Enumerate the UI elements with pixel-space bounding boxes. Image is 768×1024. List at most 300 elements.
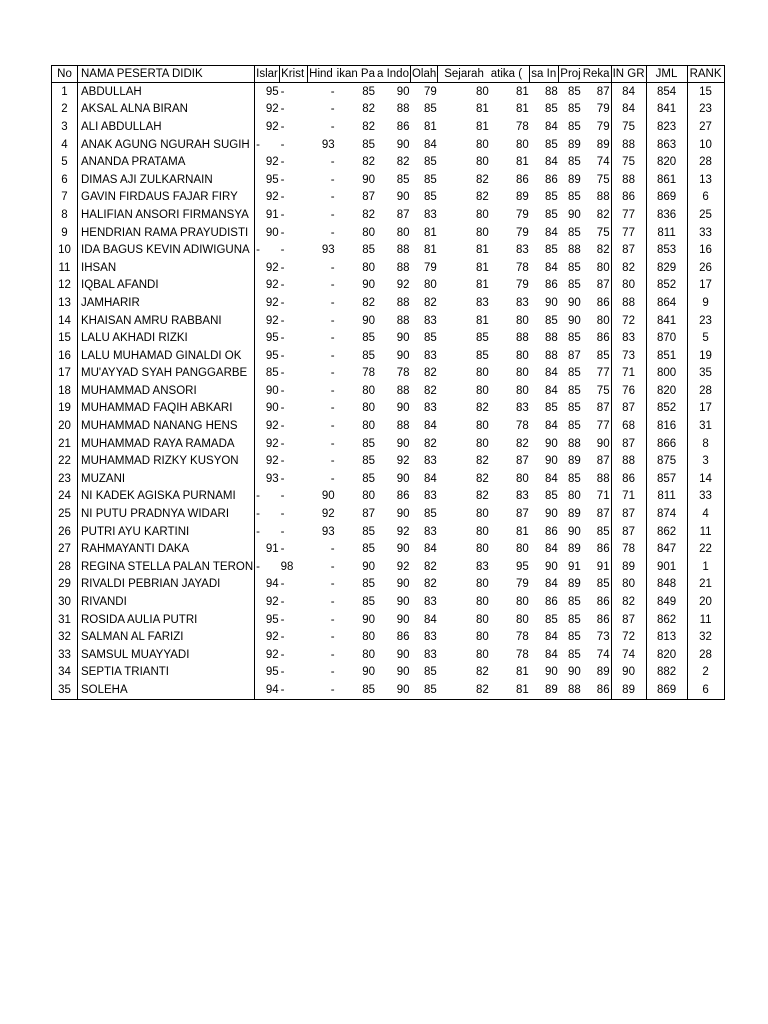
cell-kristen: - bbox=[280, 455, 285, 468]
cell-indonesia: 90 bbox=[396, 648, 410, 661]
cell-in-gr: 88 bbox=[611, 294, 646, 312]
cell-indonesia: 90 bbox=[396, 332, 410, 345]
cell-rekayasa: 88 bbox=[596, 191, 610, 204]
cell-islam: 92 bbox=[265, 631, 279, 644]
cell-matematika: 81 bbox=[515, 103, 529, 116]
cell-inggris: 90 bbox=[544, 666, 558, 679]
cell-in-gr: 83 bbox=[611, 329, 646, 347]
cell-inggris: 89 bbox=[530, 681, 559, 699]
cell-rekayasa: 79 bbox=[596, 103, 610, 116]
cell-no: 27 bbox=[52, 540, 78, 558]
cell-olahraga: 85 bbox=[423, 173, 437, 186]
cell-projek: 90 bbox=[567, 208, 581, 221]
cell-kristen: - bbox=[280, 525, 285, 538]
cell-in-gr: 87 bbox=[611, 400, 646, 418]
cell-in-gr: 74 bbox=[611, 646, 646, 664]
cell-matematika: 80 bbox=[515, 349, 529, 362]
cell-hindu: 93 bbox=[321, 244, 335, 257]
cell-indonesia: 90 bbox=[396, 543, 410, 556]
cell-sejarah: 80 bbox=[475, 508, 489, 521]
cell-matematika: 88 bbox=[515, 332, 529, 345]
cell-no: 9 bbox=[52, 224, 78, 242]
cell-jml: 816 bbox=[646, 417, 687, 435]
cell-jml: 869 bbox=[646, 681, 687, 699]
cell-matematika: 83 bbox=[515, 296, 529, 309]
cell-hindu: - bbox=[330, 420, 335, 433]
cell-inggris: 85 bbox=[544, 191, 558, 204]
cell-islam: 92 bbox=[265, 648, 279, 661]
cell-rekayasa: 87 bbox=[596, 85, 610, 98]
cell-projek: 85 bbox=[567, 402, 581, 415]
cell-rank: 20 bbox=[687, 593, 724, 611]
cell-matematika: 78 bbox=[515, 631, 529, 644]
cell-rank: 32 bbox=[687, 628, 724, 646]
cell-hindu: - bbox=[330, 666, 335, 679]
cell-pendidikan: 85 bbox=[362, 455, 375, 468]
cell-olahraga: 83 bbox=[423, 402, 437, 415]
cell-indonesia: 85 bbox=[396, 173, 410, 186]
cell-rank: 33 bbox=[687, 224, 724, 242]
cell-rekayasa: 74 bbox=[596, 648, 610, 661]
cell-kristen: - bbox=[280, 508, 285, 521]
cell-sejarah: 82 bbox=[438, 681, 490, 699]
cell-sejarah: 80 bbox=[475, 226, 489, 239]
cell-matematika: 80 bbox=[515, 543, 529, 556]
cell-sejarah: 80 bbox=[475, 648, 489, 661]
cell-olahraga: 83 bbox=[423, 208, 437, 221]
table-row bbox=[52, 171, 725, 189]
cell-hindu: - bbox=[308, 681, 336, 699]
cell-olahraga: 82 bbox=[423, 437, 437, 450]
cell-rekayasa: 71 bbox=[596, 490, 610, 503]
cell-islam: 92 bbox=[265, 437, 279, 450]
cell-sejarah: 81 bbox=[475, 120, 489, 133]
cell-inggris: 90 bbox=[544, 560, 558, 573]
cell-olahraga: 79 bbox=[423, 85, 437, 98]
cell-sejarah: 80 bbox=[475, 613, 489, 626]
cell-kristen: - bbox=[280, 261, 285, 274]
cell-in-gr: 87 bbox=[611, 435, 646, 453]
cell-olahraga: 85 bbox=[423, 103, 437, 116]
cell-inggris: 84 bbox=[544, 120, 558, 133]
cell-matematika: 80 bbox=[515, 472, 529, 485]
cell-olahraga: 85 bbox=[423, 156, 437, 169]
cell-name: KHAISAN AMRU RABBANI bbox=[78, 312, 255, 330]
cell-olahraga: 82 bbox=[423, 384, 437, 397]
cell-hindu: - bbox=[330, 279, 335, 292]
cell-no: 2 bbox=[52, 101, 78, 119]
cell-in-gr: 77 bbox=[611, 206, 646, 224]
cell-rekayasa: 87 bbox=[596, 508, 610, 521]
cell-rank: 31 bbox=[687, 417, 724, 435]
cell-pendidikan: 80 bbox=[362, 261, 375, 274]
cell-kristen: - bbox=[280, 314, 285, 327]
cell-no: 24 bbox=[52, 488, 78, 506]
cell-sejarah: 80 bbox=[475, 367, 489, 380]
cell-hindu: 92 bbox=[321, 508, 335, 521]
cell-rekayasa: 87 bbox=[596, 279, 610, 292]
empty-religion-box: - bbox=[256, 138, 260, 151]
cell-kristen: - bbox=[280, 437, 285, 450]
table-row bbox=[52, 189, 725, 207]
cell-name: REGINA STELLA PALAN TERON bbox=[78, 558, 255, 576]
cell-indonesia: 88 bbox=[396, 296, 410, 309]
cell-sejarah: 81 bbox=[475, 279, 489, 292]
header-hindu: Hind bbox=[308, 66, 336, 83]
cell-no: 22 bbox=[52, 452, 78, 470]
cell-rank: 23 bbox=[687, 312, 724, 330]
cell-hindu: - bbox=[330, 384, 335, 397]
cell-kristen: - bbox=[280, 244, 285, 257]
cell-rekayasa: 75 bbox=[596, 384, 610, 397]
cell-matematika: 78 bbox=[515, 261, 529, 274]
table-row bbox=[52, 83, 725, 101]
cell-matematika: 80 bbox=[515, 367, 529, 380]
cell-matematika: 78 bbox=[515, 120, 529, 133]
cell-islam: 92 bbox=[265, 191, 279, 204]
cell-name: AKSAL ALNA BIRAN bbox=[78, 101, 255, 119]
cell-projek: 89 bbox=[567, 173, 581, 186]
cell-hindu: 90 bbox=[321, 490, 335, 503]
cell-indonesia: 90 bbox=[396, 472, 410, 485]
cell-in-gr: 75 bbox=[611, 153, 646, 171]
cell-jml: 853 bbox=[646, 241, 687, 259]
cell-kristen: - bbox=[280, 279, 285, 292]
cell-islam bbox=[255, 488, 280, 506]
cell-in-gr: 87 bbox=[611, 523, 646, 541]
table-row bbox=[52, 646, 725, 664]
cell-rank: 17 bbox=[687, 277, 724, 295]
cell-kristen: - bbox=[280, 613, 285, 626]
cell-rekayasa: 73 bbox=[596, 631, 610, 644]
cell-sejarah: 82 bbox=[475, 173, 489, 186]
cell-matematika: 80 bbox=[515, 384, 529, 397]
cell-rank: 9 bbox=[687, 294, 724, 312]
cell-no: 11 bbox=[52, 259, 78, 277]
cell-pendidikan: 85 bbox=[362, 437, 375, 450]
cell-jml: 820 bbox=[646, 382, 687, 400]
cell-pendidikan: 85 bbox=[362, 244, 375, 257]
cell-indonesia: 92 bbox=[396, 455, 410, 468]
cell-hindu: - bbox=[330, 332, 335, 345]
header-inggris: sa In bbox=[530, 66, 559, 83]
cell-olahraga: 82 bbox=[423, 560, 437, 573]
cell-sejarah: 80 bbox=[475, 525, 489, 538]
cell-name: NI KADEK AGISKA PURNAMI bbox=[78, 488, 255, 506]
table-row bbox=[52, 118, 725, 136]
table-body bbox=[52, 83, 725, 700]
cell-in-gr: 87 bbox=[611, 611, 646, 629]
cell-matematika: 79 bbox=[515, 208, 529, 221]
cell-inggris: 84 bbox=[544, 543, 558, 556]
cell-projek: 85 bbox=[567, 472, 581, 485]
cell-kristen: - bbox=[280, 156, 285, 169]
cell-kristen: - bbox=[280, 420, 285, 433]
cell-no: 20 bbox=[52, 417, 78, 435]
cell-name: NI PUTU PRADNYA WIDARI bbox=[78, 505, 255, 523]
cell-projek: 85 bbox=[567, 596, 581, 609]
cell-rank: 8 bbox=[687, 435, 724, 453]
cell-in-gr: 88 bbox=[611, 171, 646, 189]
cell-projek: 90 bbox=[567, 525, 581, 538]
cell-no: 31 bbox=[52, 611, 78, 629]
cell-jml: 848 bbox=[646, 576, 687, 594]
cell-pendidikan: 85 bbox=[336, 681, 376, 699]
cell-name: SAMSUL MUAYYADI bbox=[78, 646, 255, 664]
cell-sejarah: 80 bbox=[475, 208, 489, 221]
cell-name: JAMHARIR bbox=[78, 294, 255, 312]
cell-olahraga: 85 bbox=[423, 508, 437, 521]
cell-no: 4 bbox=[52, 136, 78, 154]
cell-projek: 85 bbox=[567, 631, 581, 644]
cell-indonesia: 82 bbox=[396, 156, 410, 169]
cell-islam: 85 bbox=[265, 367, 279, 380]
cell-projek: 85 bbox=[567, 85, 581, 98]
cell-in-gr: 87 bbox=[611, 505, 646, 523]
cell-inggris: 88 bbox=[544, 85, 558, 98]
cell-jml: 820 bbox=[646, 153, 687, 171]
table-row bbox=[52, 347, 725, 365]
header-in-gr: IN GR bbox=[611, 66, 646, 83]
cell-inggris: 88 bbox=[544, 332, 558, 345]
cell-name: HENDRIAN RAMA PRAYUDISTI bbox=[78, 224, 255, 242]
cell-in-gr: 72 bbox=[611, 312, 646, 330]
cell-rekayasa: 74 bbox=[596, 156, 610, 169]
cell-islam: 92 bbox=[265, 261, 279, 274]
cell-matematika: 79 bbox=[515, 279, 529, 292]
cell-pendidikan: 90 bbox=[362, 173, 375, 186]
cell-rank: 11 bbox=[687, 611, 724, 629]
cell-rank: 17 bbox=[687, 400, 724, 418]
cell-kristen: - bbox=[280, 367, 285, 380]
cell-olahraga: 85 bbox=[410, 681, 437, 699]
cell-indonesia: 90 bbox=[396, 138, 410, 151]
cell-hindu: - bbox=[330, 208, 335, 221]
cell-in-gr: 88 bbox=[611, 452, 646, 470]
cell-indonesia: 90 bbox=[396, 508, 410, 521]
cell-hindu: - bbox=[330, 103, 335, 116]
cell-olahraga: 81 bbox=[423, 244, 437, 257]
cell-hindu: - bbox=[330, 613, 335, 626]
cell-matematika: 82 bbox=[515, 437, 529, 450]
cell-indonesia: 90 bbox=[396, 402, 410, 415]
cell-rekayasa: 89 bbox=[596, 666, 610, 679]
table-row bbox=[52, 101, 725, 119]
cell-indonesia: 88 bbox=[396, 420, 410, 433]
cell-indonesia: 90 bbox=[396, 613, 410, 626]
cell-sejarah: 80 bbox=[475, 138, 489, 151]
cell-projek: 85 bbox=[567, 367, 581, 380]
cell-inggris: 84 bbox=[544, 648, 558, 661]
cell-kristen: - bbox=[280, 472, 285, 485]
cell-rekayasa: 77 bbox=[596, 367, 610, 380]
cell-rank: 26 bbox=[687, 259, 724, 277]
cell-name: RAHMAYANTI DAKA bbox=[78, 540, 255, 558]
cell-inggris: 85 bbox=[544, 103, 558, 116]
cell-indonesia: 88 bbox=[396, 244, 410, 257]
cell-indonesia: 80 bbox=[396, 226, 410, 239]
cell-rekayasa: 86 bbox=[596, 296, 610, 309]
cell-kristen: - bbox=[280, 648, 285, 661]
cell-indonesia: 88 bbox=[396, 384, 410, 397]
cell-rekayasa: 86 bbox=[596, 613, 610, 626]
table-row bbox=[52, 241, 725, 259]
header-projek: Proj bbox=[559, 66, 582, 83]
cell-inggris: 84 bbox=[544, 226, 558, 239]
cell-rank: 16 bbox=[687, 241, 724, 259]
table-row bbox=[52, 470, 725, 488]
cell-rank: 22 bbox=[687, 540, 724, 558]
cell-pendidikan: 80 bbox=[362, 226, 375, 239]
cell-pendidikan: 90 bbox=[362, 613, 375, 626]
cell-olahraga: 84 bbox=[423, 543, 437, 556]
cell-rekayasa: 80 bbox=[596, 261, 610, 274]
cell-kristen: - bbox=[280, 138, 285, 151]
cell-matematika: 79 bbox=[515, 226, 529, 239]
cell-inggris: 86 bbox=[544, 596, 558, 609]
cell-kristen: - bbox=[280, 402, 285, 415]
cell-in-gr: 90 bbox=[611, 664, 646, 682]
cell-indonesia: 92 bbox=[396, 279, 410, 292]
cell-name: MUHAMMAD RAYA RAMADA bbox=[78, 435, 255, 453]
cell-indonesia: 90 bbox=[396, 191, 410, 204]
cell-pendidikan: 90 bbox=[362, 560, 375, 573]
cell-kristen: - bbox=[280, 384, 285, 397]
table-row bbox=[52, 505, 725, 523]
table-row bbox=[52, 365, 725, 383]
cell-kristen: - bbox=[280, 173, 285, 186]
cell-rank: 11 bbox=[687, 523, 724, 541]
table-row bbox=[52, 136, 725, 154]
cell-inggris: 86 bbox=[544, 525, 558, 538]
cell-projek: 85 bbox=[567, 226, 581, 239]
cell-pendidikan: 85 bbox=[362, 472, 375, 485]
cell-rekayasa: 86 bbox=[596, 543, 610, 556]
cell-matematika: 95 bbox=[515, 560, 529, 573]
cell-name: MUHAMMAD ANSORI bbox=[78, 382, 255, 400]
empty-religion-box: - bbox=[256, 244, 260, 257]
cell-no: 1 bbox=[52, 83, 78, 101]
cell-olahraga: 83 bbox=[423, 525, 437, 538]
cell-islam: 95 bbox=[265, 613, 279, 626]
cell-islam: 94 bbox=[255, 681, 280, 699]
cell-islam: 92 bbox=[265, 596, 279, 609]
cell-matematika: 80 bbox=[515, 314, 529, 327]
cell-in-gr: 82 bbox=[611, 593, 646, 611]
cell-hindu: - bbox=[330, 156, 335, 169]
cell-jml: 864 bbox=[646, 294, 687, 312]
cell-matematika: 83 bbox=[515, 490, 529, 503]
cell-rekayasa: 82 bbox=[596, 208, 610, 221]
cell-islam: 95 bbox=[265, 332, 279, 345]
table-row bbox=[52, 540, 725, 558]
cell-sejarah: 82 bbox=[475, 402, 489, 415]
cell-jml: 841 bbox=[646, 101, 687, 119]
cell-rekayasa: 80 bbox=[596, 314, 610, 327]
cell-projek: 80 bbox=[567, 490, 581, 503]
cell-name: ABDULLAH bbox=[78, 83, 255, 101]
cell-islam: 92 bbox=[265, 455, 279, 468]
cell-islam bbox=[255, 523, 280, 541]
cell-no: 6 bbox=[52, 171, 78, 189]
cell-indonesia: 88 bbox=[396, 314, 410, 327]
header-olahraga: Olah bbox=[410, 66, 437, 83]
cell-inggris: 84 bbox=[544, 367, 558, 380]
cell-in-gr: 71 bbox=[611, 365, 646, 383]
cell-projek: 85 bbox=[567, 261, 581, 274]
cell-sejarah: 80 bbox=[475, 596, 489, 609]
cell-hindu: - bbox=[330, 349, 335, 362]
cell-inggris: 90 bbox=[544, 508, 558, 521]
cell-islam: 92 bbox=[265, 296, 279, 309]
table-row bbox=[52, 382, 725, 400]
cell-matematika: 81 bbox=[515, 85, 529, 98]
cell-kristen: - bbox=[280, 631, 285, 644]
cell-jml: 870 bbox=[646, 329, 687, 347]
cell-rank: 5 bbox=[687, 329, 724, 347]
cell-projek: 90 bbox=[567, 296, 581, 309]
cell-pendidikan: 90 bbox=[362, 279, 375, 292]
cell-in-gr: 86 bbox=[611, 189, 646, 207]
cell-olahraga: 83 bbox=[423, 314, 437, 327]
cell-no: 23 bbox=[52, 470, 78, 488]
cell-sejarah: 83 bbox=[475, 296, 489, 309]
cell-islam: 92 bbox=[265, 279, 279, 292]
cell-name: MUHAMMAD NANANG HENS bbox=[78, 417, 255, 435]
cell-hindu: - bbox=[330, 120, 335, 133]
table-row bbox=[52, 277, 725, 295]
header-sejarah: Sejarah bbox=[438, 66, 490, 83]
cell-islam: 90 bbox=[265, 402, 279, 415]
table-row bbox=[52, 435, 725, 453]
cell-sejarah: 80 bbox=[475, 437, 489, 450]
cell-name: MUZANI bbox=[78, 470, 255, 488]
table-row bbox=[52, 312, 725, 330]
cell-inggris: 90 bbox=[544, 296, 558, 309]
cell-jml: 861 bbox=[646, 171, 687, 189]
cell-no: 30 bbox=[52, 593, 78, 611]
cell-in-gr: 71 bbox=[611, 488, 646, 506]
table-row bbox=[52, 681, 725, 699]
cell-sejarah: 80 bbox=[475, 578, 489, 591]
cell-inggris: 84 bbox=[544, 261, 558, 274]
cell-rank: 23 bbox=[687, 101, 724, 119]
cell-indonesia: 88 bbox=[396, 261, 410, 274]
cell-inggris: 84 bbox=[544, 472, 558, 485]
table-row bbox=[52, 400, 725, 418]
cell-rekayasa: 82 bbox=[596, 244, 610, 257]
cell-jml: 851 bbox=[646, 347, 687, 365]
cell-olahraga: 82 bbox=[423, 578, 437, 591]
cell-olahraga: 82 bbox=[423, 296, 437, 309]
cell-jml: 869 bbox=[646, 189, 687, 207]
table-row bbox=[52, 417, 725, 435]
cell-inggris: 84 bbox=[544, 578, 558, 591]
cell-indonesia: 90 bbox=[396, 578, 410, 591]
cell-jml: 849 bbox=[646, 593, 687, 611]
cell-sejarah: 82 bbox=[475, 472, 489, 485]
cell-in-gr: 80 bbox=[611, 277, 646, 295]
header-rekayasa: Reka bbox=[582, 66, 611, 83]
cell-islam: 95 bbox=[265, 349, 279, 362]
cell-name: HALIFIAN ANSORI FIRMANSYA bbox=[78, 206, 255, 224]
cell-hindu: - bbox=[330, 226, 335, 239]
cell-indonesia: 92 bbox=[396, 560, 410, 573]
cell-kristen: - bbox=[280, 191, 285, 204]
cell-pendidikan: 85 bbox=[362, 349, 375, 362]
header-indonesia: a Indo bbox=[376, 66, 410, 83]
cell-no: 34 bbox=[52, 664, 78, 682]
